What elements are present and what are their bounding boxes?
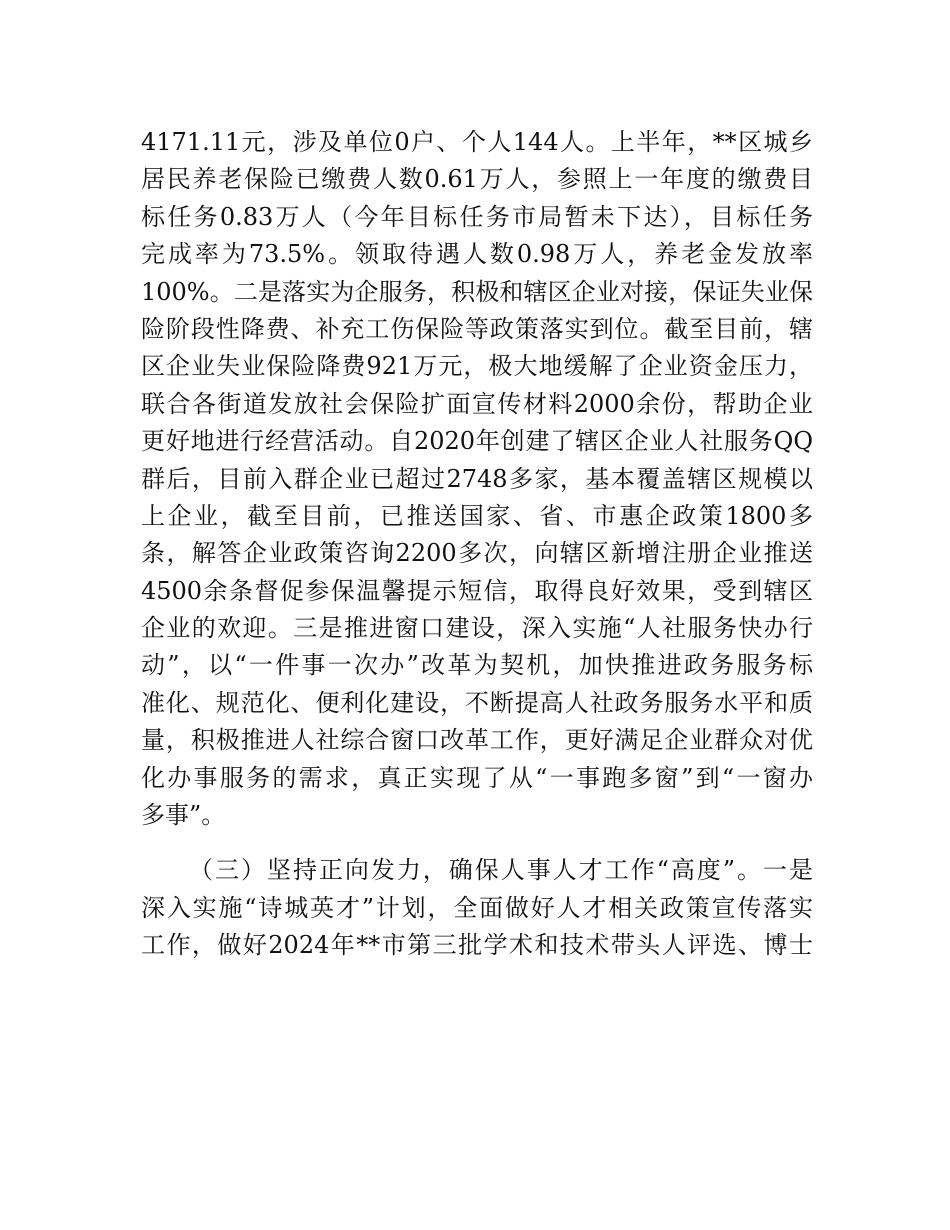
text-line: 准化、规范化、便利化建设，不断提高人社政务服务水平和质	[141, 688, 813, 717]
text-line: 动”，以“一件事一次办”改革为契机，加快推进政务服务标	[141, 651, 813, 680]
paragraph-2	[141, 852, 813, 964]
body-text	[141, 124, 813, 965]
text-line: 条，解答企业政策咨询2200多次，向辖区新增注册企业推送	[141, 539, 813, 568]
text-line: 完成率为73.5%。领取待遇人数0.98万人，养老金发放率	[141, 240, 813, 269]
text-line: 多事”。	[141, 801, 226, 830]
text-line: 4500余条督促参保温馨提示短信，取得良好效果，受到辖区	[141, 576, 813, 605]
text-line: 群后，目前入群企业已超过2748多家，基本覆盖辖区规模以	[141, 464, 813, 493]
text-line: 险阶段性降费、补充工伤保险等政策落实到位。截至目前，辖	[141, 314, 813, 343]
paragraph-gap	[141, 834, 813, 852]
paragraph-1	[141, 124, 813, 834]
text-line: 区企业失业保险降费921万元，极大地缓解了企业资金压力，	[141, 352, 813, 381]
text-line: 深入实施“诗城英才”计划，全面做好人才相关政策宣传落实	[141, 893, 813, 922]
text-line: 化办事服务的需求，真正实现了从“一事跑多窗”到“一窗办	[141, 763, 813, 792]
text-line: 企业的欢迎。三是推进窗口建设，深入实施“人社服务快办行	[141, 614, 813, 643]
text-line: 更好地进行经营活动。自2020年创建了辖区企业人社服务QQ	[141, 427, 813, 456]
text-line: （三）坚持正向发力，确保人事人才工作“高度”。一是	[189, 856, 813, 885]
text-line: 联合各街道发放社会保险扩面宣传材料2000余份，帮助企业	[141, 389, 813, 418]
text-line: 量，积极推进人社综合窗口改革工作，更好满足企业群众对优	[141, 726, 813, 755]
text-line: 上企业，截至目前，已推送国家、省、市惠企政策1800多	[141, 501, 813, 530]
text-line: 工作，做好2024年**市第三批学术和技术带头人评选、博士	[141, 931, 813, 960]
text-line: 4171.11元，涉及单位0户、个人144人。上半年，**区城乡	[141, 128, 813, 156]
text-line: 标任务0.83万人（今年目标任务市局暂未下达），目标任务	[141, 202, 813, 231]
text-line: 居民养老保险已缴费人数0.61万人，参照上一年度的缴费目	[141, 165, 813, 194]
text-line: 100%。二是落实为企服务，积极和辖区企业对接，保证失业保	[141, 277, 813, 306]
